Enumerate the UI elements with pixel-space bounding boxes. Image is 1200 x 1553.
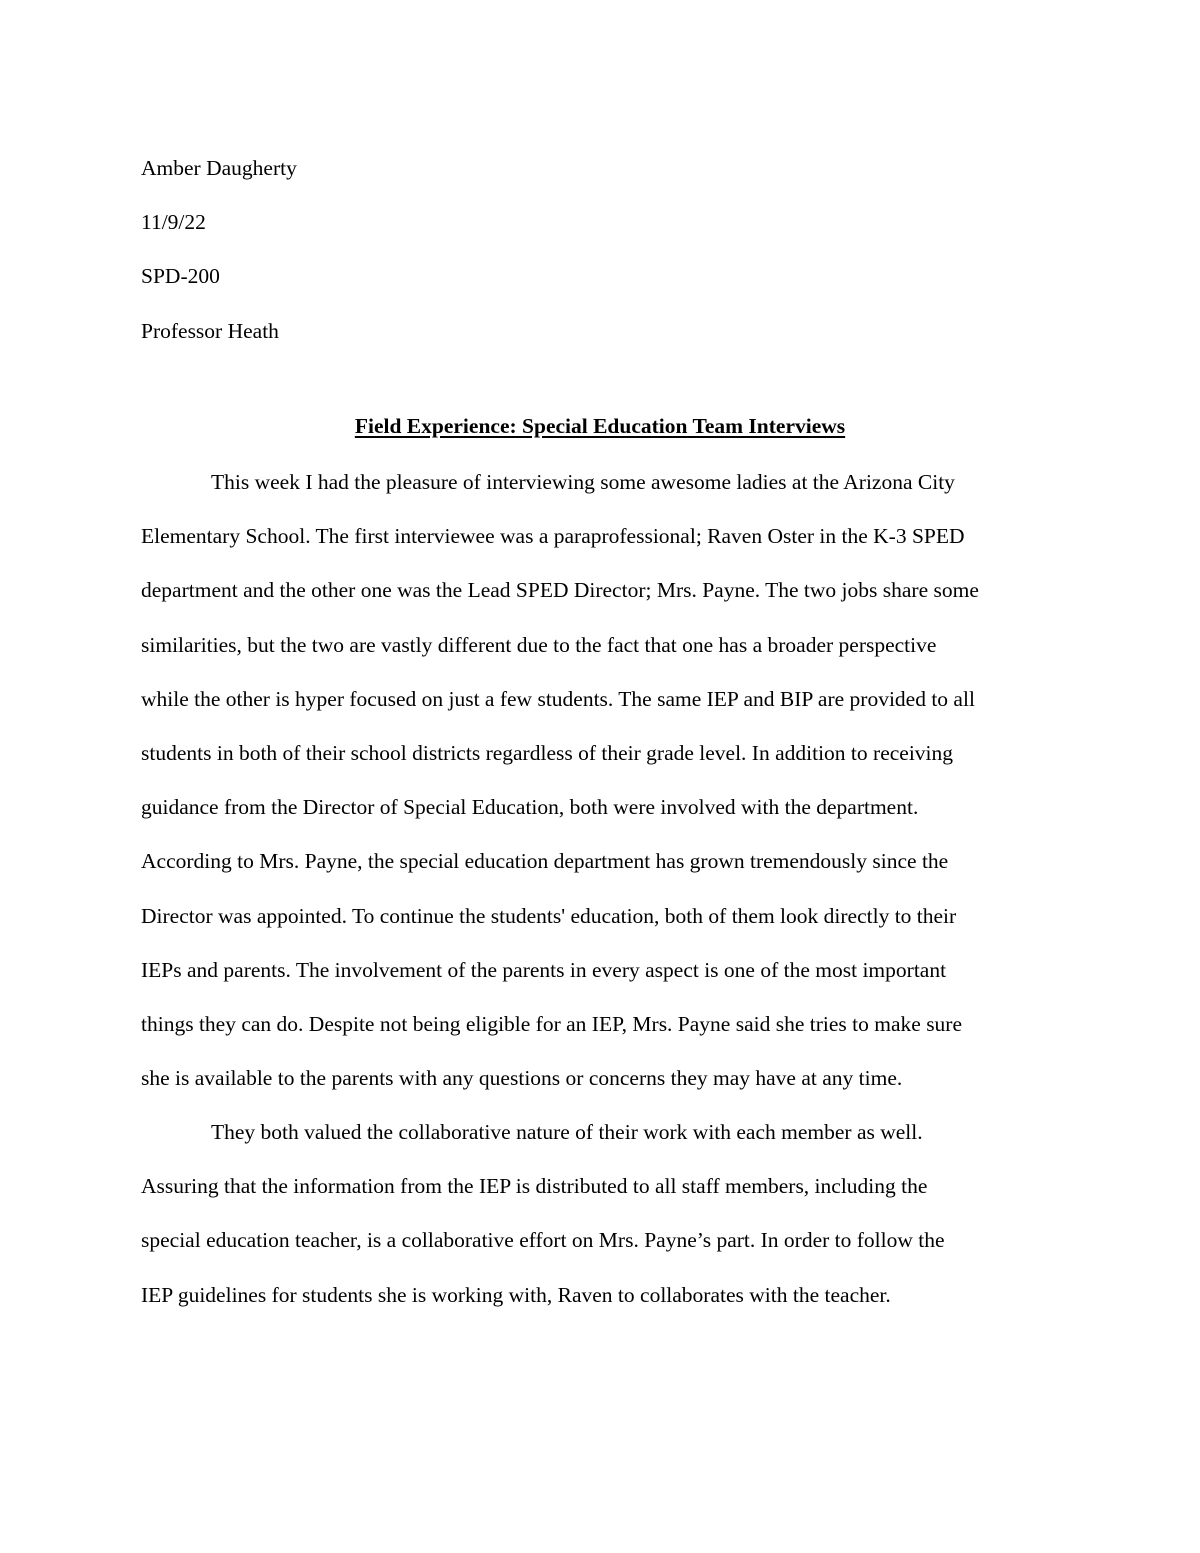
- paragraph-line: IEPs and parents. The involvement of the parents in every aspect is one of the most important: [141, 957, 947, 982]
- paragraph-2: [141, 1105, 1071, 1322]
- paragraph-line: she is available to the parents with any questions or concerns they may have at any time.: [141, 1066, 903, 1091]
- paragraph-line: students in both of their school districts regardless of their grade level. In addition to receiving: [141, 741, 954, 766]
- paragraph-line: department and the other one was the Lead SPED Director; Mrs. Payne. The two jobs share some: [141, 578, 979, 603]
- course-code: SPD-200: [141, 264, 220, 289]
- paragraph-line: Assuring that the information from the IEP is distributed to all staff members, including the: [141, 1174, 928, 1199]
- paragraph-line: Elementary School. The first interviewee was a paraprofessional; Raven Oster in the K-3 SPED: [141, 524, 965, 549]
- paragraph-line: This week I had the pleasure of interviewing some awesome ladies at the Arizona City: [211, 470, 955, 494]
- instructor-name: Professor Heath: [141, 318, 279, 343]
- paragraph-1: [141, 455, 1071, 1105]
- paragraph-line: similarities, but the two are vastly different due to the fact that one has a broader perspective: [141, 632, 937, 657]
- date: 11/9/22: [141, 210, 206, 235]
- paragraph-line: IEP guidelines for students she is working with, Raven to collaborates with the teacher.: [141, 1282, 891, 1307]
- paragraph-line: Director was appointed. To continue the students' education, both of them look directly to their: [141, 903, 957, 928]
- paragraph-line: According to Mrs. Payne, the special education department has grown tremendously since the: [141, 849, 949, 874]
- author-name: Amber Daugherty: [141, 156, 297, 180]
- header-block: [141, 141, 297, 358]
- paragraph-line: while the other is hyper focused on just a few students. The same IEP and BIP are provided to all: [141, 686, 975, 711]
- paragraph-line: They both valued the collaborative nature of their work with each member as well.: [211, 1120, 923, 1144]
- paragraph-line: special education teacher, is a collaborative effort on Mrs. Payne’s part. In order to follow the: [141, 1228, 945, 1253]
- paragraph-line: guidance from the Director of Special Education, both were involved with the department.: [141, 795, 919, 820]
- document-title: Field Experience: Special Education Team Interviews: [354, 414, 846, 438]
- paragraph-line: things they can do. Despite not being eligible for an IEP, Mrs. Payne said she tries to make sure: [141, 1012, 963, 1037]
